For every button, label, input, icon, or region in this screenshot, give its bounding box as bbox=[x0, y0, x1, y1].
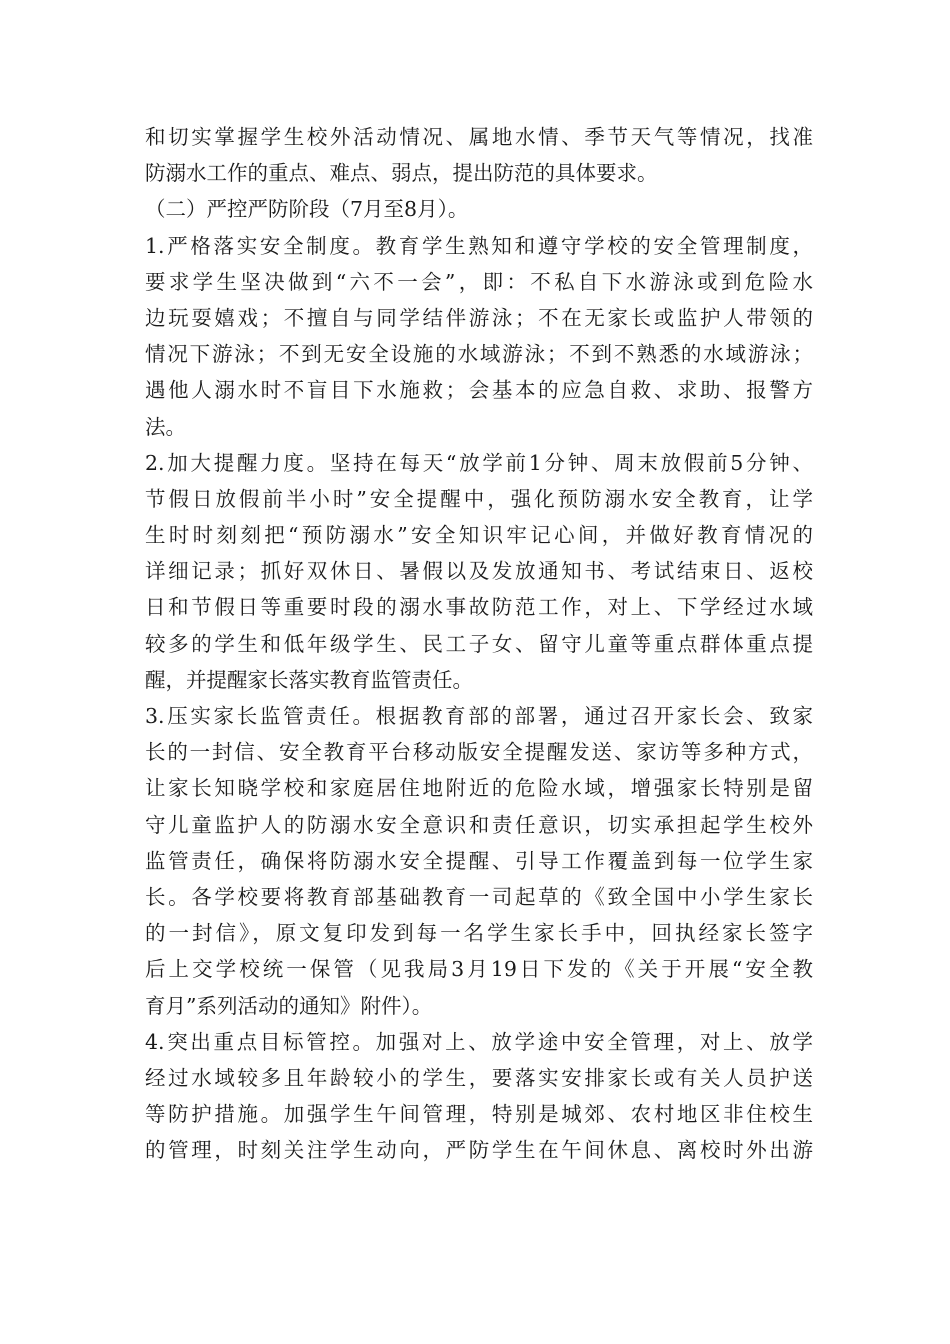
text-line: 节假日放假前半小时”安全提醒中，强化预防溺水安全教育，让学 bbox=[145, 486, 813, 511]
text-line: 和切实掌握学生校外活动情况、属地水情、季节天气等情况，找准 bbox=[145, 125, 813, 149]
text-line: 法。 bbox=[145, 414, 186, 439]
text-line: 长的一封信、安全教育平台移动版安全提醒发送、家访等多种方式， bbox=[145, 740, 813, 765]
text-line: 防溺水工作的重点、难点、弱点，提出防范的具体要求。 bbox=[145, 161, 658, 186]
text-line: 遇他人溺水时不盲目下水施救；会基本的应急自救、求助、报警方 bbox=[145, 378, 813, 403]
text-line: 的管理，时刻关注学生动向，严防学生在午间休息、离校时外出游 bbox=[145, 1138, 813, 1163]
text-line: 醒，并提醒家长落实教育监管责任。 bbox=[145, 667, 473, 692]
text-line: 长。各学校要将教育部基础教育一司起草的《致全国中小学生家长 bbox=[145, 884, 813, 909]
text-line: 3.压实家长监管责任。根据教育部的部署，通过召开家长会、致家 bbox=[145, 704, 813, 728]
text-line: 的一封信》，原文复印发到每一名学生家长手中，回执经家长签字 bbox=[145, 921, 813, 946]
text-line: 1.严格落实安全制度。教育学生熟知和遵守学校的安全管理制度， bbox=[145, 233, 813, 258]
text-line: 生时时刻刻把“预防溺水”安全知识牢记心间，并做好教育情况的 bbox=[145, 523, 813, 548]
text-line: 育月”系列活动的通知》附件）。 bbox=[145, 993, 433, 1018]
text-line: 要求学生坚决做到“六不一会”，即：不私自下水游泳或到危险水 bbox=[145, 269, 813, 294]
text-line: 监管责任，确保将防溺水安全提醒、引导工作覆盖到每一位学生家 bbox=[145, 848, 813, 873]
text-line: 等防护措施。加强学生午间管理，特别是城郊、农村地区非住校生 bbox=[145, 1102, 813, 1127]
text-line: 4.突出重点目标管控。加强对上、放学途中安全管理，对上、放学 bbox=[145, 1029, 813, 1054]
text-line: 边玩耍嬉戏；不擅自与同学结伴游泳；不在无家长或监护人带领的 bbox=[145, 305, 813, 330]
text-line: 后上交学校统一保管（见我局3月19日下发的《关于开展“安全教 bbox=[145, 957, 813, 982]
text-line: 日和节假日等重要时段的溺水事故防范工作，对上、下学经过水域 bbox=[145, 595, 813, 620]
text-line: 详细记录；抓好双休日、暑假以及发放通知书、考试结束日、返校 bbox=[145, 559, 813, 584]
text-line: 让家长知晓学校和家庭居住地附近的危险水域，增强家长特别是留 bbox=[145, 776, 813, 801]
text-line: （二）严控严防阶段（7月至8月）。 bbox=[145, 197, 469, 222]
document-page bbox=[145, 119, 813, 1168]
text-line: 2.加大提醒力度。坚持在每天“放学前1分钟、周末放假前5分钟、 bbox=[145, 450, 813, 475]
text-line: 守儿童监护人的防溺水安全意识和责任意识，切实承担起学生校外 bbox=[145, 812, 813, 837]
text-line: 经过水域较多且年龄较小的学生，要落实安排家长或有关人员护送 bbox=[145, 1065, 813, 1090]
text-line: 较多的学生和低年级学生、民工子女、留守儿童等重点群体重点提 bbox=[145, 631, 813, 656]
text-line: 情况下游泳；不到无安全设施的水域游泳；不到不熟悉的水域游泳； bbox=[145, 342, 813, 367]
